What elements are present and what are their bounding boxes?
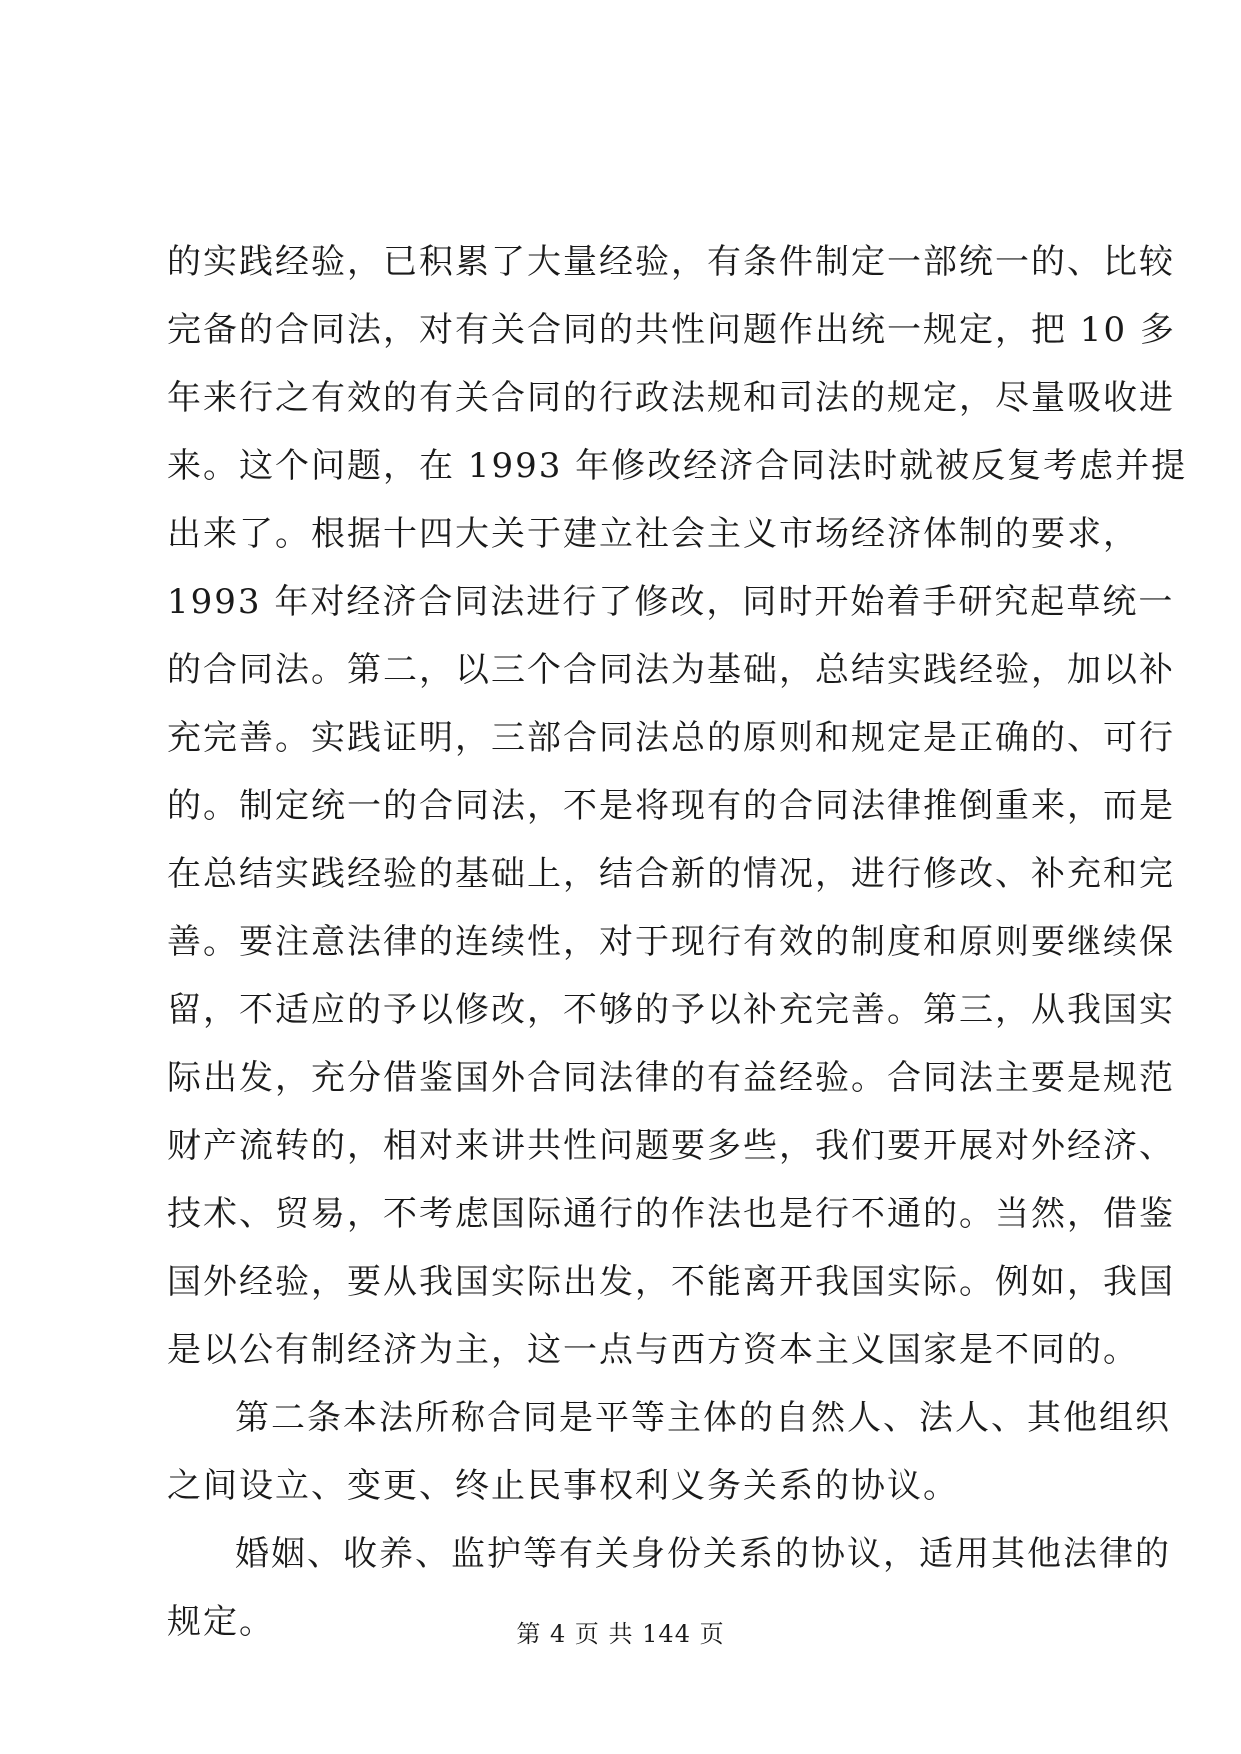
text-line: 财产流转的，相对来讲共性问题要多些，我们要开展对外经济、 bbox=[167, 1126, 1175, 1166]
paragraph-start-line: 婚姻、收养、监护等有关身份关系的协议，适用其他法律的 bbox=[235, 1534, 1171, 1574]
text-line: 技术、贸易，不考虑国际通行的作法也是行不通的。当然，借鉴 bbox=[167, 1194, 1175, 1234]
document-body bbox=[167, 228, 1188, 1656]
text-line: 的。制定统一的合同法，不是将现有的合同法律推倒重来，而是 bbox=[167, 786, 1175, 826]
paragraph-start-line: 第二条本法所称合同是平等主体的自然人、法人、其他组织 bbox=[235, 1398, 1171, 1438]
text-line: 际出发，充分借鉴国外合同法律的有益经验。合同法主要是规范 bbox=[167, 1058, 1175, 1098]
page-number-footer: 第 4 页 共 144 页 bbox=[516, 1620, 725, 1648]
text-line: 之间设立、变更、终止民事权利义务关系的协议。 bbox=[167, 1466, 959, 1506]
text-line: 留，不适应的予以修改，不够的予以补充完善。第三，从我国实 bbox=[167, 990, 1175, 1030]
text-line: 的实践经验，已积累了大量经验，有条件制定一部统一的、比较 bbox=[167, 242, 1175, 282]
text-line: 是以公有制经济为主，这一点与西方资本主义国家是不同的。 bbox=[167, 1330, 1139, 1370]
text-line: 完备的合同法，对有关合同的共性问题作出统一规定，把 10 多 bbox=[167, 310, 1176, 350]
text-line: 善。要注意法律的连续性，对于现行有效的制度和原则要继续保 bbox=[167, 922, 1175, 962]
text-line: 出来了。根据十四大关于建立社会主义市场经济体制的要求， bbox=[167, 514, 1139, 554]
text-line: 充完善。实践证明，三部合同法总的原则和规定是正确的、可行 bbox=[167, 718, 1175, 758]
text-line: 在总结实践经验的基础上，结合新的情况，进行修改、补充和完 bbox=[167, 854, 1175, 894]
text-line: 的合同法。第二，以三个合同法为基础，总结实践经验，加以补 bbox=[167, 650, 1175, 690]
text-line: 规定。 bbox=[167, 1602, 275, 1642]
text-line: 来。这个问题，在 1993 年修改经济合同法时就被反复考虑并提 bbox=[167, 446, 1188, 486]
text-line: 国外经验，要从我国实际出发，不能离开我国实际。例如，我国 bbox=[167, 1262, 1175, 1302]
text-line: 年来行之有效的有关合同的行政法规和司法的规定，尽量吸收进 bbox=[167, 378, 1175, 418]
text-line: 1993 年对经济合同法进行了修改，同时开始着手研究起草统一 bbox=[167, 582, 1175, 622]
